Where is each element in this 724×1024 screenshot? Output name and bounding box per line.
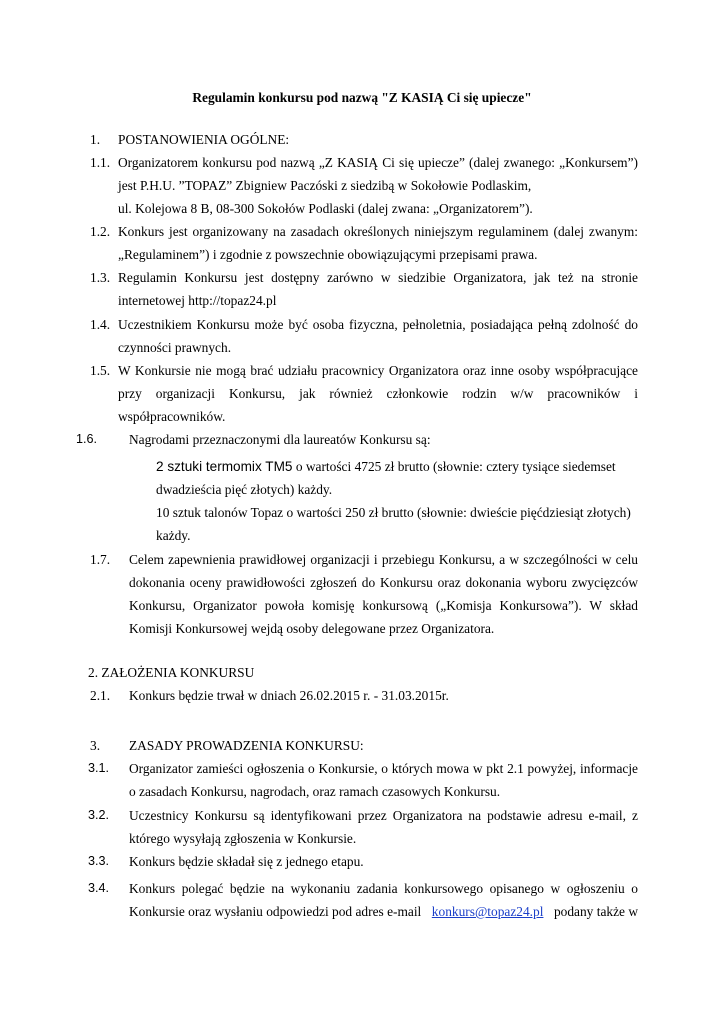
paragraph-line: którego wysyłają zgłoszenia w Konkursie. <box>129 831 357 846</box>
paragraph-line: Organizatorem konkursu pod nazwą „Z KASIĄ Ci się upiecze” (dalej zwanego: „Konkursem”) <box>118 155 638 170</box>
paragraph-line: Uczestnikiem Konkursu może być osoba fizyczna, pełnoletnia, posiadająca pełną zdolność do <box>118 317 638 332</box>
paragraph-line: Celem zapewnienia prawidłowej organizacji i przebiegu Konkursu, a w szczególności w celu <box>129 552 638 567</box>
section-3-heading: ZASADY PROWADZENIA KONKURSU: <box>129 738 364 753</box>
section-1-heading: POSTANOWIENIA OGÓLNE: <box>118 132 290 147</box>
paragraph-line: dokonania oceny prawidłowości zgłoszeń do Konkursu oraz dokonania wyboru zwycięzców <box>129 575 638 590</box>
paragraph-line: czynności prawnych. <box>118 340 232 355</box>
paragraph-line: o zasadach Konkursu, nagrodach, oraz ramach czasowych Konkursu. <box>129 784 501 799</box>
paragraph-line-with-email <box>129 900 638 923</box>
email-trail-text: podany także w <box>553 904 638 919</box>
document-title: Regulamin konkursu pod nazwą "Z KASIĄ Ci się upiecze" <box>192 90 532 105</box>
paragraph-number: 1.2. <box>90 224 111 239</box>
paragraph-line: internetowej http://topaz24.pl <box>118 293 277 308</box>
paragraph-number: 1.7. <box>90 552 111 567</box>
paragraph-line: Konkurs będzie składał się z jednego etapu. <box>129 854 364 869</box>
paragraph-number: 3.4. <box>88 881 110 895</box>
paragraph-line: Regulamin Konkursu jest dostępny zarówno w siedzibie Organizatora, jak też na stronie <box>118 270 638 285</box>
prize-1-value: o wartości 4725 zł brutto (słownie: cztery tysiące siedemset <box>292 459 616 474</box>
paragraph-number: 1.6. <box>76 432 98 446</box>
paragraph-number: 3.1. <box>88 761 110 775</box>
email-link[interactable]: konkurs@topaz24.pl <box>431 904 544 919</box>
paragraph-line: Organizator zamieści ogłoszenia o Konkursie, o których mowa w pkt 2.1 powyżej, informacje <box>129 761 638 776</box>
paragraph-line: ul. Kolejowa 8 B, 08-300 Sokołów Podlaski (dalej zwana: „Organizatorem”). <box>118 201 533 216</box>
paragraph-line: Komisji Konkursowej wejdą osoby delegowane przez Organizatora. <box>129 621 495 636</box>
prize-1-line <box>156 455 616 478</box>
prize-1-name: 2 sztuki termomix TM5 <box>156 459 293 474</box>
paragraph-number: 1.3. <box>90 270 111 285</box>
paragraph-number: 1.4. <box>90 317 111 332</box>
section-2-heading: 2. ZAŁOŻENIA KONKURSU <box>88 665 255 680</box>
paragraph-number: 3.3. <box>88 854 110 868</box>
paragraph-line: współpracowników. <box>118 409 226 424</box>
email-lead-text: Konkursie oraz wysłaniu odpowiedzi pod adres e-mail <box>129 904 422 919</box>
paragraph-line: Uczestnicy Konkursu są identyfikowani przez Organizatora na podstawie adresu e-mail, z <box>129 808 638 823</box>
paragraph-line: przy organizacji Konkursu, jak również członkowie rodzin w/w pracowników i <box>118 386 638 401</box>
prize-2-line: 10 sztuk talonów Topaz o wartości 250 zł brutto (słownie: dwieście pięćdziesiąt złotych) <box>156 505 631 520</box>
paragraph-line: Nagrodami przeznaczonymi dla laureatów Konkursu są: <box>129 432 431 447</box>
paragraph-line: jest P.H.U. ”TOPAZ” Zbigniew Paczóski z siedzibą w Sokołowie Podlaskim, <box>118 178 532 193</box>
prize-1-line-2: dwadzieścia pięć złotych) każdy. <box>156 482 333 497</box>
section-1-number: 1. <box>90 132 101 147</box>
paragraph-line: Konkurs polegać będzie na wykonaniu zadania konkursowego opisanego w ogłoszeniu o <box>129 881 638 896</box>
paragraph-line: „Regulaminem”) i zgodnie z powszechnie obowiązującymi przepisami prawa. <box>118 247 538 262</box>
paragraph-number: 1.5. <box>90 363 111 378</box>
paragraph-number: 3.2. <box>88 808 110 822</box>
paragraph-line: Konkurs będzie trwał w dniach 26.02.2015 r. - 31.03.2015r. <box>129 688 449 703</box>
prize-2-line-2: każdy. <box>156 528 191 543</box>
paragraph-number: 1.1. <box>90 155 111 170</box>
paragraph-line: Konkursu, Organizator powoła komisję konkursową („Komisja Konkursowa”). W skład <box>129 598 638 613</box>
paragraph-line: W Konkursie nie mogą brać udziału pracownicy Organizatora oraz inne osoby współpracujące <box>118 363 638 378</box>
paragraph-line: Konkurs jest organizowany na zasadach określonych niniejszym regulaminem (dalej zwanym: <box>118 224 638 239</box>
paragraph-number: 2.1. <box>90 688 111 703</box>
section-3-number: 3. <box>90 738 101 753</box>
